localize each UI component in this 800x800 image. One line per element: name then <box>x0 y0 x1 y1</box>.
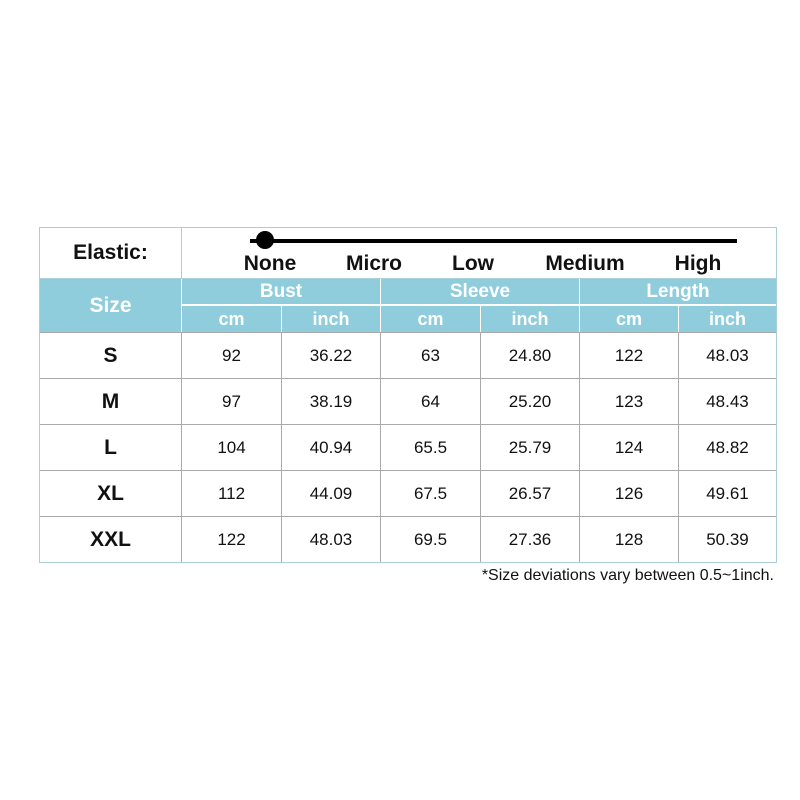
measurement-cell: 124 <box>580 425 679 470</box>
elastic-label: Elastic: <box>40 228 182 278</box>
measurement-cell: 48.03 <box>282 517 381 562</box>
measurement-cell: 38.19 <box>282 379 381 424</box>
size-label-cell: XL <box>40 471 182 516</box>
measurement-cell: 26.57 <box>481 471 580 516</box>
measurement-cell: 112 <box>182 471 282 516</box>
measurement-cell: 50.39 <box>706 529 749 549</box>
measurement-cell: 69.5 <box>381 517 481 562</box>
measurement-cell: 65.5 <box>381 425 481 470</box>
table-row <box>40 516 776 562</box>
size-chart <box>39 227 777 563</box>
size-label-cell: S <box>40 333 182 378</box>
measurement-cell: 48.82 <box>706 437 749 457</box>
table-row <box>40 378 776 424</box>
measurement-cell: 123 <box>580 379 679 424</box>
unit-header: inch <box>282 306 381 332</box>
table-row <box>40 332 776 378</box>
table-row <box>40 424 776 470</box>
measurement-cell: 63 <box>381 333 481 378</box>
size-label-cell: M <box>40 379 182 424</box>
measurement-cell: 48.43 <box>706 391 749 411</box>
elastic-level-medium: Medium <box>545 252 625 275</box>
measurement-cell: 49.61 <box>706 483 749 503</box>
measurement-cell: 122 <box>580 333 679 378</box>
group-header-sleeve: Sleeve <box>381 279 580 305</box>
elastic-indicator-dot <box>256 231 274 249</box>
measurement-cell: 25.79 <box>481 425 580 470</box>
measurement-cell: 92 <box>182 333 282 378</box>
group-header-length: Length <box>580 279 776 305</box>
size-label-cell: L <box>40 425 182 470</box>
measurement-cell: 36.22 <box>282 333 381 378</box>
measurement-cell: 24.80 <box>481 333 580 378</box>
elastic-level-micro: Micro <box>345 252 403 275</box>
size-label-cell: XXL <box>40 517 182 562</box>
measurement-cell: 67.5 <box>381 471 481 516</box>
unit-header: inch <box>481 306 580 332</box>
unit-header: cm <box>182 306 282 332</box>
measurement-cell: 104 <box>182 425 282 470</box>
elastic-row <box>40 228 776 279</box>
measurement-cell: 27.36 <box>481 517 580 562</box>
measurement-cell: 40.94 <box>282 425 381 470</box>
unit-header: inch <box>679 306 776 332</box>
unit-header: cm <box>580 306 679 332</box>
measurement-cell: 126 <box>580 471 679 516</box>
measurement-cell: 48.03 <box>706 345 749 365</box>
unit-header: cm <box>381 306 481 332</box>
size-header: Size <box>40 279 182 332</box>
measurement-cell: 97 <box>182 379 282 424</box>
table-row <box>40 470 776 516</box>
elastic-level-high: High <box>674 252 722 275</box>
measurement-cell: 44.09 <box>282 471 381 516</box>
measurement-cell: 128 <box>580 517 679 562</box>
elastic-level-low: Low <box>452 252 494 275</box>
elastic-scale-line <box>250 239 737 243</box>
measurement-cell: 25.20 <box>481 379 580 424</box>
size-deviation-note: *Size deviations vary between 0.5~1inch. <box>481 567 774 584</box>
group-header-bust: Bust <box>182 279 381 305</box>
measurement-cell: 122 <box>182 517 282 562</box>
measurement-cell: 64 <box>381 379 481 424</box>
elastic-level-none: None <box>243 252 297 275</box>
